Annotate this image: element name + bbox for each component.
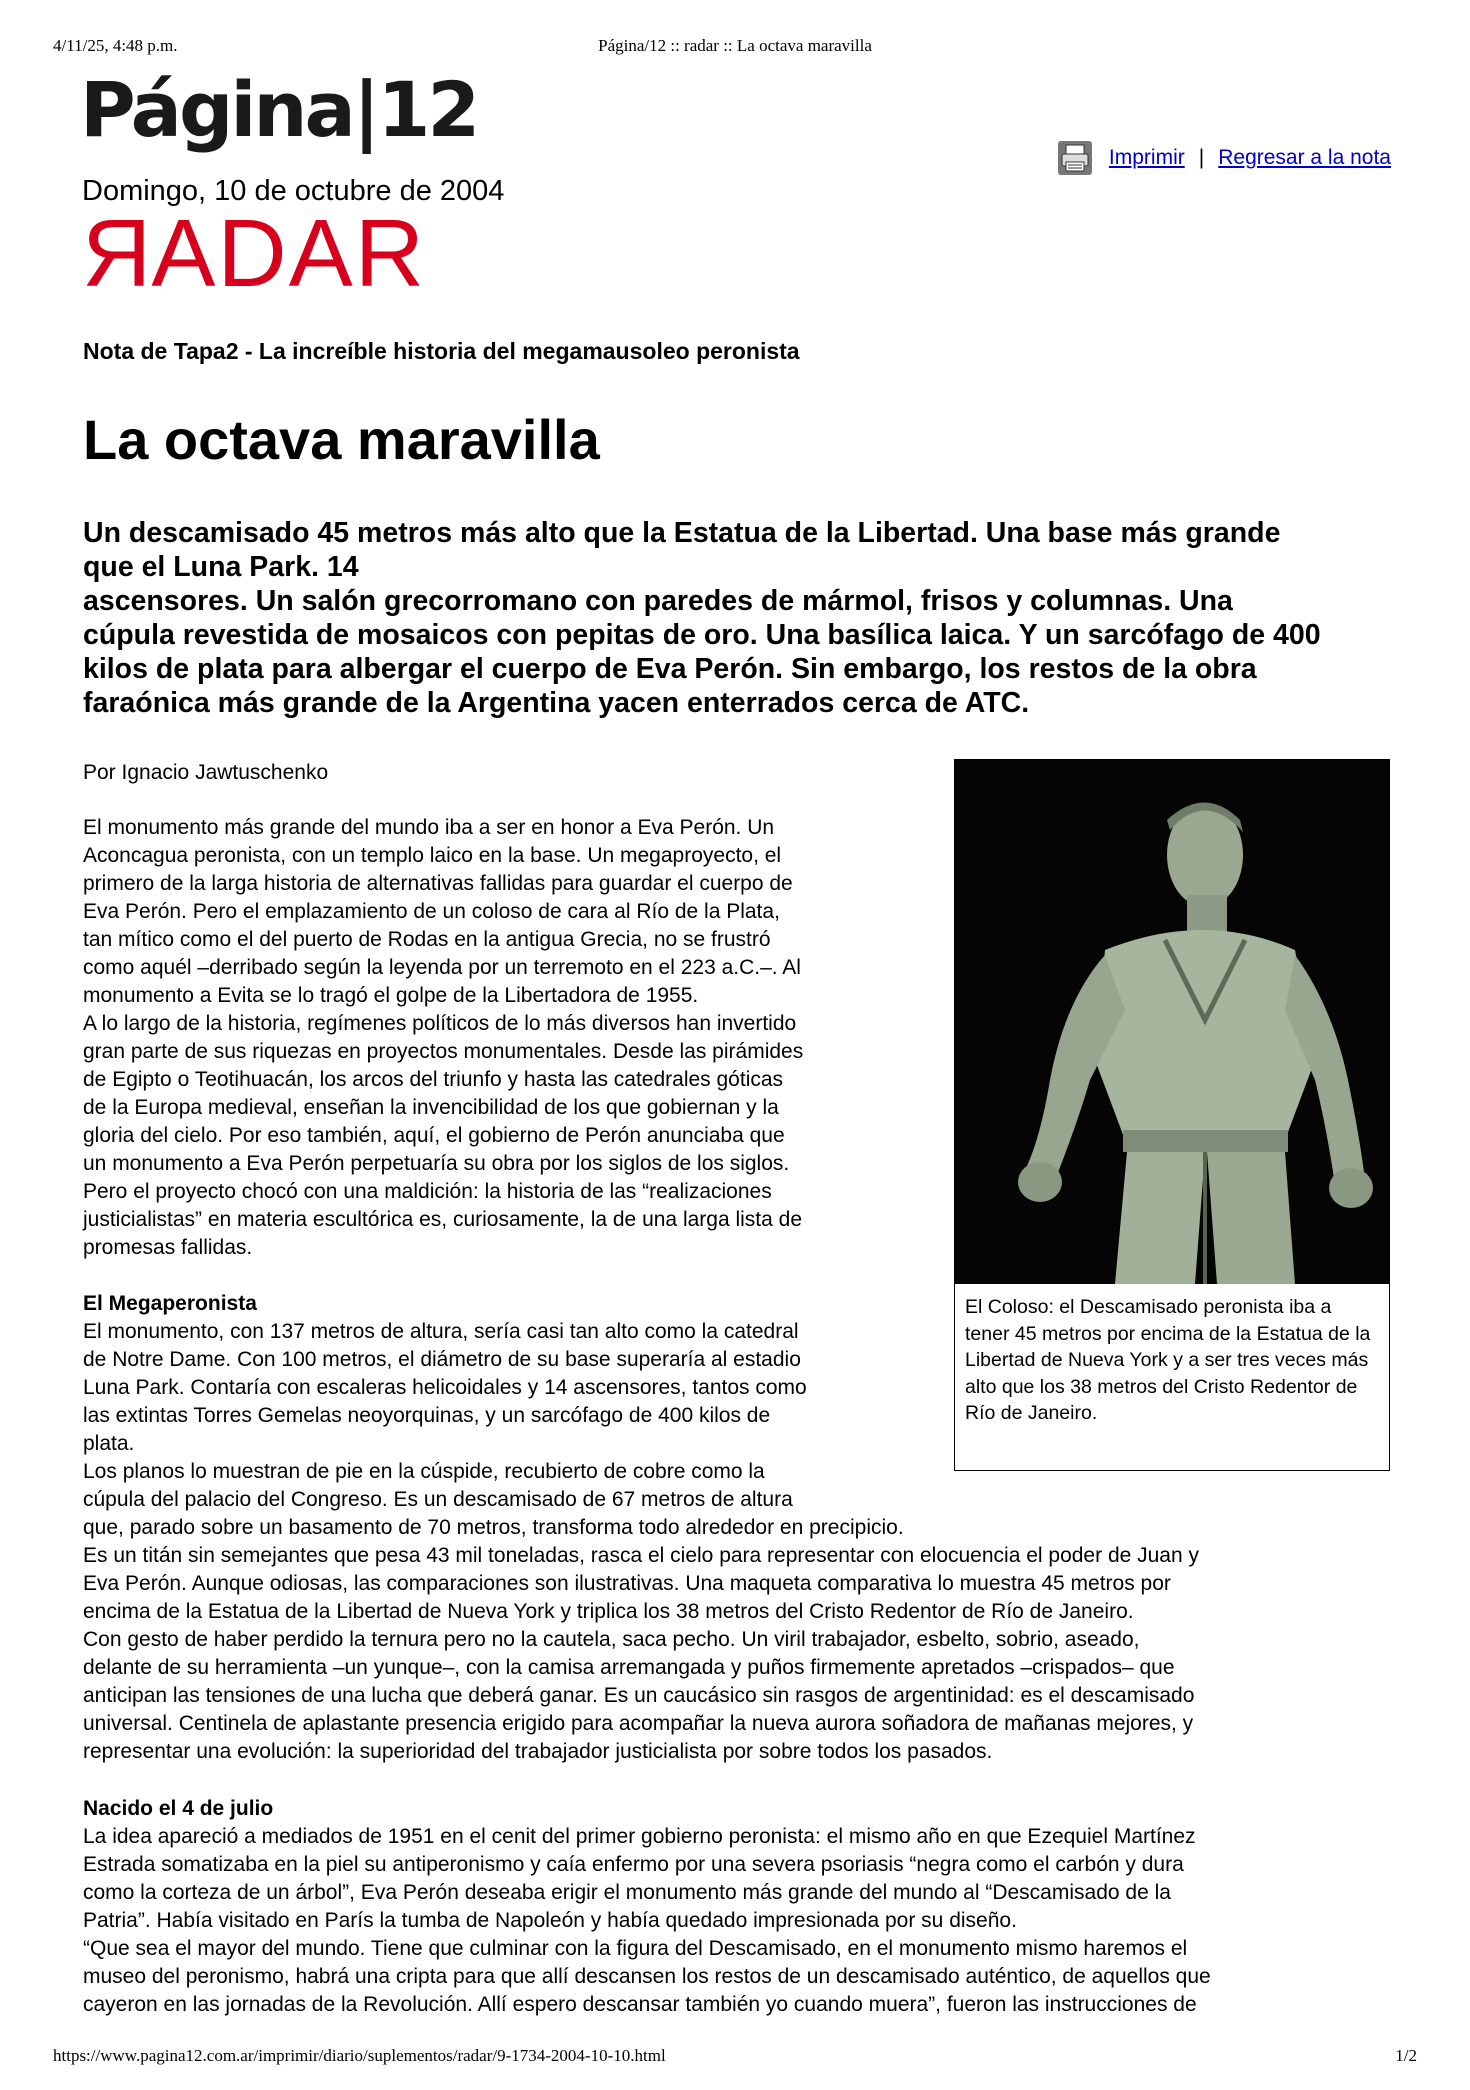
text-line: Con gesto de haber perdido la ternura pero no la cautela, saca pecho. Un viril trabajador, esbelto, sobrio, aseado, xyxy=(83,1628,1140,1651)
text-line: El monumento, con 137 metros de altura, sería casi tan alto como la catedral xyxy=(83,1320,799,1343)
article-title: La octava maravilla xyxy=(83,408,600,471)
text-line: Eva Perón. Pero el emplazamiento de un coloso de cara al Río de la Plata, xyxy=(83,900,780,923)
print-toolbar xyxy=(1057,140,1391,176)
lead-line: kilos de plata para albergar el cuerpo de Eva Perón. Sin embargo, los restos de la obra xyxy=(83,653,1257,685)
text-line: Pero el proyecto chocó con una maldición: la historia de las “realizaciones xyxy=(83,1180,772,1203)
subhead-nacido: Nacido el 4 de julio xyxy=(83,1797,274,1820)
text-line: Aconcagua peronista, con un templo laico en la base. Un megaproyecto, el xyxy=(83,844,782,867)
lead-line: ascensores. Un salón grecorromano con paredes de mármol, frisos y columnas. Una xyxy=(83,585,1233,617)
text-line: cúpula del palacio del Congreso. Es un descamisado de 67 metros de altura xyxy=(83,1488,793,1511)
text-line: cayeron en las jornadas de la Revolución. Allí espero descansar también yo cuando muera”, fueron las instrucciones de xyxy=(83,1993,1197,2016)
article-byline: Por Ignacio Jawtuschenko xyxy=(83,761,329,784)
text-line: un monumento a Eva Perón perpetuaría su obra por los siglos de los siglos. xyxy=(83,1152,790,1175)
print-header-title: Página/12 :: radar :: La octava maravilla xyxy=(598,36,872,55)
text-line: delante de su herramienta –un yunque–, con la camisa arremangada y puños firmemente apretados –crispados– que xyxy=(83,1656,1175,1679)
text-line: gran parte de sus riquezas en proyectos monumentales. Desde las pirámides xyxy=(83,1040,804,1063)
print-link[interactable]: Imprimir xyxy=(1108,146,1185,169)
text-line: las extintas Torres Gemelas neoyorquinas, y un sarcófago de 400 kilos de xyxy=(83,1404,771,1427)
descamisado-statue-image xyxy=(955,760,1389,1284)
paragraph-nacido xyxy=(83,1823,1211,2019)
text-line: como aquél –derribado según la leyenda por un terremoto en el 223 a.C.–. Al xyxy=(83,956,801,979)
figure-caption: El Coloso: el Descamisado peronista iba a tener 45 metros por encima de la Estatua de la Libertad de Nueva York y a ser tres veces más alto que los 38 metros del Cristo Redentor de Río de Janeiro. xyxy=(965,1296,1371,1424)
article-kicker: Nota de Tapa2 - La increíble historia del megamausoleo peronista xyxy=(83,338,800,364)
text-line: Eva Perón. Aunque odiosas, las comparaciones son ilustrativas. Una maqueta comparativa lo muestra 45 metros por xyxy=(83,1572,1171,1595)
text-line: anticipan las tensiones de una lucha que deberá ganar. Es un caucásico sin rasgos de argentinidad: es el descamisado xyxy=(83,1684,1195,1707)
text-line: de Egipto o Teotihuacán, los arcos del triunfo y hasta las catedrales góticas xyxy=(83,1068,784,1091)
text-line: plata. xyxy=(83,1432,135,1455)
edition-date: Domingo, 10 de octubre de 2004 xyxy=(82,175,505,207)
paragraph-intro xyxy=(83,814,803,1262)
text-line: representar una evolución: la superioridad del trabajador justicialista por sobre todos los pasados. xyxy=(83,1740,993,1763)
text-line: monumento a Evita se lo tragó el golpe de la Libertadora de 1955. xyxy=(83,984,699,1007)
text-line: primero de la larga historia de alternativas fallidas para guardar el cuerpo de xyxy=(83,872,793,895)
text-line: Estrada somatizaba en la piel su antiperonismo y caía enfermo por una severa psoriasis “negra como el carbón y dura xyxy=(83,1853,1184,1876)
text-line: tan mítico como el del puerto de Rodas en la antigua Grecia, no se frustró xyxy=(83,928,771,951)
paragraph-megaperonista xyxy=(83,1318,1199,1766)
print-footer-page: 1/2 xyxy=(1395,2046,1417,2065)
lead-line: faraónica más grande de la Argentina yacen enterrados cerca de ATC. xyxy=(83,687,1030,719)
text-line: Luna Park. Contaría con escaleras helicoidales y 14 ascensores, tantos como xyxy=(83,1376,807,1399)
text-line: A lo largo de la historia, regímenes políticos de lo más diversos han invertido xyxy=(83,1012,797,1035)
text-line: gloria del cielo. Por eso también, aquí, el gobierno de Perón anunciaba que xyxy=(83,1124,785,1147)
lead-line: cúpula revestida de mosaicos con pepitas de oro. Una basílica laica. Y un sarcófago de 400 xyxy=(83,619,1321,651)
text-line: Patria”. Había visitado en París la tumba de Napoleón y había quedado impresionada por su diseño. xyxy=(83,1909,1017,1932)
text-line: de Notre Dame. Con 100 metros, el diámetro de su base superaría al estadio xyxy=(83,1348,801,1371)
radar-rest-letters: ADAR xyxy=(151,200,427,307)
toolbar-separator: | xyxy=(1198,146,1205,169)
pagina12-logo: Página|12 xyxy=(80,65,478,154)
text-line: “Que sea el mayor del mundo. Tiene que culminar con la figura del Descamisado, en el monumento mismo haremos el xyxy=(83,1937,1188,1960)
text-line: universal. Centinela de aplastante presencia erigido para acompañar la nueva aurora soñadora de mañanas mejores, y xyxy=(83,1712,1194,1735)
article-lead xyxy=(83,516,1383,720)
radar-section-logo xyxy=(80,200,427,307)
lead-line: Un descamisado 45 metros más alto que la Estatua de la Libertad. Una base más grande xyxy=(83,517,1281,549)
text-line: de la Europa medieval, enseñan la invencibilidad de los que gobiernan y la xyxy=(83,1096,779,1119)
text-line: que, parado sobre un basamento de 70 metros, transforma todo alrededor en precipicio. xyxy=(83,1516,904,1539)
text-line: El monumento más grande del mundo iba a ser en honor a Eva Perón. Un xyxy=(83,816,775,839)
text-line: justicialistas” en materia escultórica es, curiosamente, la de una larga lista de xyxy=(83,1208,803,1231)
text-line: promesas fallidas. xyxy=(83,1236,253,1259)
print-footer-url: https://www.pagina12.com.ar/imprimir/diario/suplementos/radar/9-1734-2004-10-10.html xyxy=(53,2046,666,2065)
text-line: encima de la Estatua de la Libertad de Nueva York y triplica los 38 metros del Cristo Redentor de Río de Janeiro. xyxy=(83,1600,1134,1623)
print-header-date: 4/11/25, 4:48 p.m. xyxy=(53,36,178,55)
text-line: Es un titán sin semejantes que pesa 43 mil toneladas, rasca el cielo para representar con elocuencia el poder de Juan y xyxy=(83,1544,1200,1567)
radar-first-letter: R xyxy=(80,200,152,307)
lead-line: que el Luna Park. 14 xyxy=(83,551,359,583)
printer-icon[interactable] xyxy=(1057,140,1093,176)
back-to-article-link[interactable]: Regresar a la nota xyxy=(1218,146,1391,169)
text-line: La idea apareció a mediados de 1951 en el cenit del primer gobierno peronista: el mismo año en que Ezequiel Martínez xyxy=(83,1825,1196,1848)
text-line: Los planos lo muestran de pie en la cúspide, recubierto de cobre como la xyxy=(83,1460,765,1483)
text-line: museo del peronismo, habrá una cripta para que allí descansen los restos de un descamisado auténtico, de aquellos que xyxy=(83,1965,1211,1988)
text-line: como la corteza de un árbol”, Eva Perón deseaba erigir el monumento más grande del mundo al “Descamisado de la xyxy=(83,1881,1171,1904)
subhead-megaperonista: El Megaperonista xyxy=(83,1292,257,1315)
